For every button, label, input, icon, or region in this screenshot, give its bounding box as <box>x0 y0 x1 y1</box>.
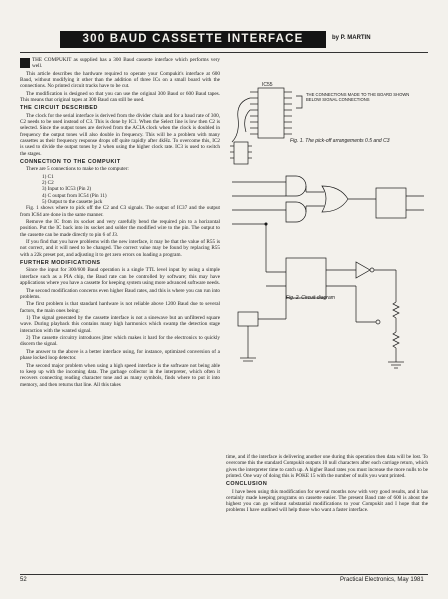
body-paragraph: The first problem is that standard hardware is not reliable above 1200 Baud due to several factors, the main ones being: <box>20 301 220 314</box>
section-heading: CONNECTION TO THE COMPUKIT <box>20 158 121 165</box>
figure-2-caption: Fig. 2. Circuit diagram <box>286 295 335 301</box>
body-paragraph: I have been using this modification for several months now with very good results, and it has certainly made keeping programs on cassette easier. The present Baud rate of 600 is about the highest you can go without substantial modifications to your Compukit and I hope that the problems I have outlined will help those who want a faster interface. <box>226 488 428 514</box>
circuit-diagram <box>226 162 430 384</box>
magazine-footer: Practical Electronics, May 1981 <box>340 577 424 583</box>
section-heading: THE CIRCUIT DESCRIBED <box>20 105 98 112</box>
connection-list-item: 1) C1 <box>42 173 54 180</box>
drop-cap <box>20 58 30 68</box>
body-paragraph: Fig. 1 shows where to pick off the C2 and C3 signals. The output of IC37 and the output from IC64 are done in the same manner. <box>20 205 220 218</box>
body-paragraph: There are 5 connections to make to the computer: <box>26 166 129 173</box>
body-paragraph: The answer to the above is a better interface using, for instance, optimized conversion of a phase locked loop detector. <box>20 348 220 362</box>
connection-list-item: 4) C output from IC54 (Pin 11) <box>42 192 107 199</box>
article-column-right <box>226 454 428 564</box>
section-heading: CONCLUSION <box>226 481 268 488</box>
body-paragraph: If you find that you have problems with the new interface, it may be that the value of R55 is not correct, and it will need to be changed. The correct value may be found by replacing R55 with a 22k preset pot, and adjusting it to get zero errors on loading a program. <box>20 239 220 258</box>
ic55-label: IC55 <box>262 82 273 88</box>
author-byline: by P. MARTIN <box>332 35 371 41</box>
body-paragraph: The second modification concerns even higher Baud rates, and this is where you can run into problems. <box>20 287 220 300</box>
section-heading: FURTHER MODIFICATIONS <box>20 260 101 267</box>
body-paragraph: time, and if the interface is delivering another one during this operation then data will be lost. To overcome this the standard Compukit outputs 10 null characters after each carriage return, which gives the interpreter time to catch up. A higher Baud rates you must increase the more nulls to be printed. One way of doing this is POKE 15 with the number of nulls you want printed. <box>226 454 428 479</box>
body-paragraph: 1) The signal generated by the cassette interface is not a sinewave but an unfiltered square wave. During playback this contains many high harmonics which swamp the detection stage interaction with the wanted signal. <box>20 315 220 334</box>
body-paragraph: 2) The cassette circuitry introduces jitter which makes it hard for the electronics to quickly discern the signal. <box>20 335 220 348</box>
body-paragraph: Remove the IC from its socket and very carefully bend the required pin to a horizontal position. Put the IC back into its socket and solder the modified wire to the pin. The output to the cassette can be made directly to pin 6 of J3. <box>20 219 220 238</box>
connection-list-item: 5) Output to the cassette jack <box>42 199 103 206</box>
body-paragraph: Since the input for 300/600 Baud operation is a single TTL level input by using a simple interface such as a PIA chip, the Baud rate can be controlled by software; this may have applications where you have a cassette for keeping system using more advanced software needs. <box>20 267 220 287</box>
body-paragraph: The modification is designed so that you can use the original 300 Baud or 600 Baud tapes. This means that original tapes at 300 Baud can still be used. <box>20 90 220 104</box>
figure-1-caption: Fig. 1. The pick-off arrangements 0.5 and C3 <box>290 138 390 144</box>
body-paragraph: The clock for the serial interface is derived from the divider chain and for a baud rate of 300, C2 needs to be used instead of C3. This is done by IC1. When the Select line is low then C2 is selected. Since the output tones are derived from the ACIA clock when the clock is doubled in frequency the output tones will also double in frequency. This will be a problem with many cassettes as their frequency response drops off quite rapidly after 4kHz. To overcome this, IC2 is used to divide the output tones by 2 when using the higher clock rate. IC3 is used to switch the stages. <box>20 112 220 157</box>
header-rule <box>20 52 428 53</box>
article-column-left <box>20 57 220 551</box>
page-number: 52 <box>20 577 27 583</box>
connection-list-item: 2) C2 <box>42 180 54 187</box>
body-paragraph: The second major problem when using a high speed interface is the software not being able to keep up with the incoming data. The garbage collector in the interpreter, which often it recovers connecting reading character tone and as many symbols, finds where to put it into memory, and then returns that line. All this takes <box>20 362 220 388</box>
figure-2-circuit <box>226 162 430 384</box>
article-title-banner: 300 BAUD CASSETTE INTERFACE <box>60 31 326 48</box>
connection-note: THE CONNECTIONS MADE TO THE BOARD SHOWN BELOW SIGNAL CONNECTIONS <box>306 92 410 102</box>
connection-list-item: 3) Input to IC53 (Pin 2) <box>42 186 92 193</box>
intro-paragraph: THE COMPUKIT as supplied has a 300 Baud cassette interface which performs very well. <box>20 57 220 70</box>
ic55-chip <box>258 88 284 138</box>
footer-rule <box>20 574 428 575</box>
body-paragraph: This article describes the hardware required to operate your Compukit's interface at 600 Baud, without modifying it other than the addition of three ICs on a small board with the connections. No printed circuit tracks have to be cut. <box>20 70 220 90</box>
